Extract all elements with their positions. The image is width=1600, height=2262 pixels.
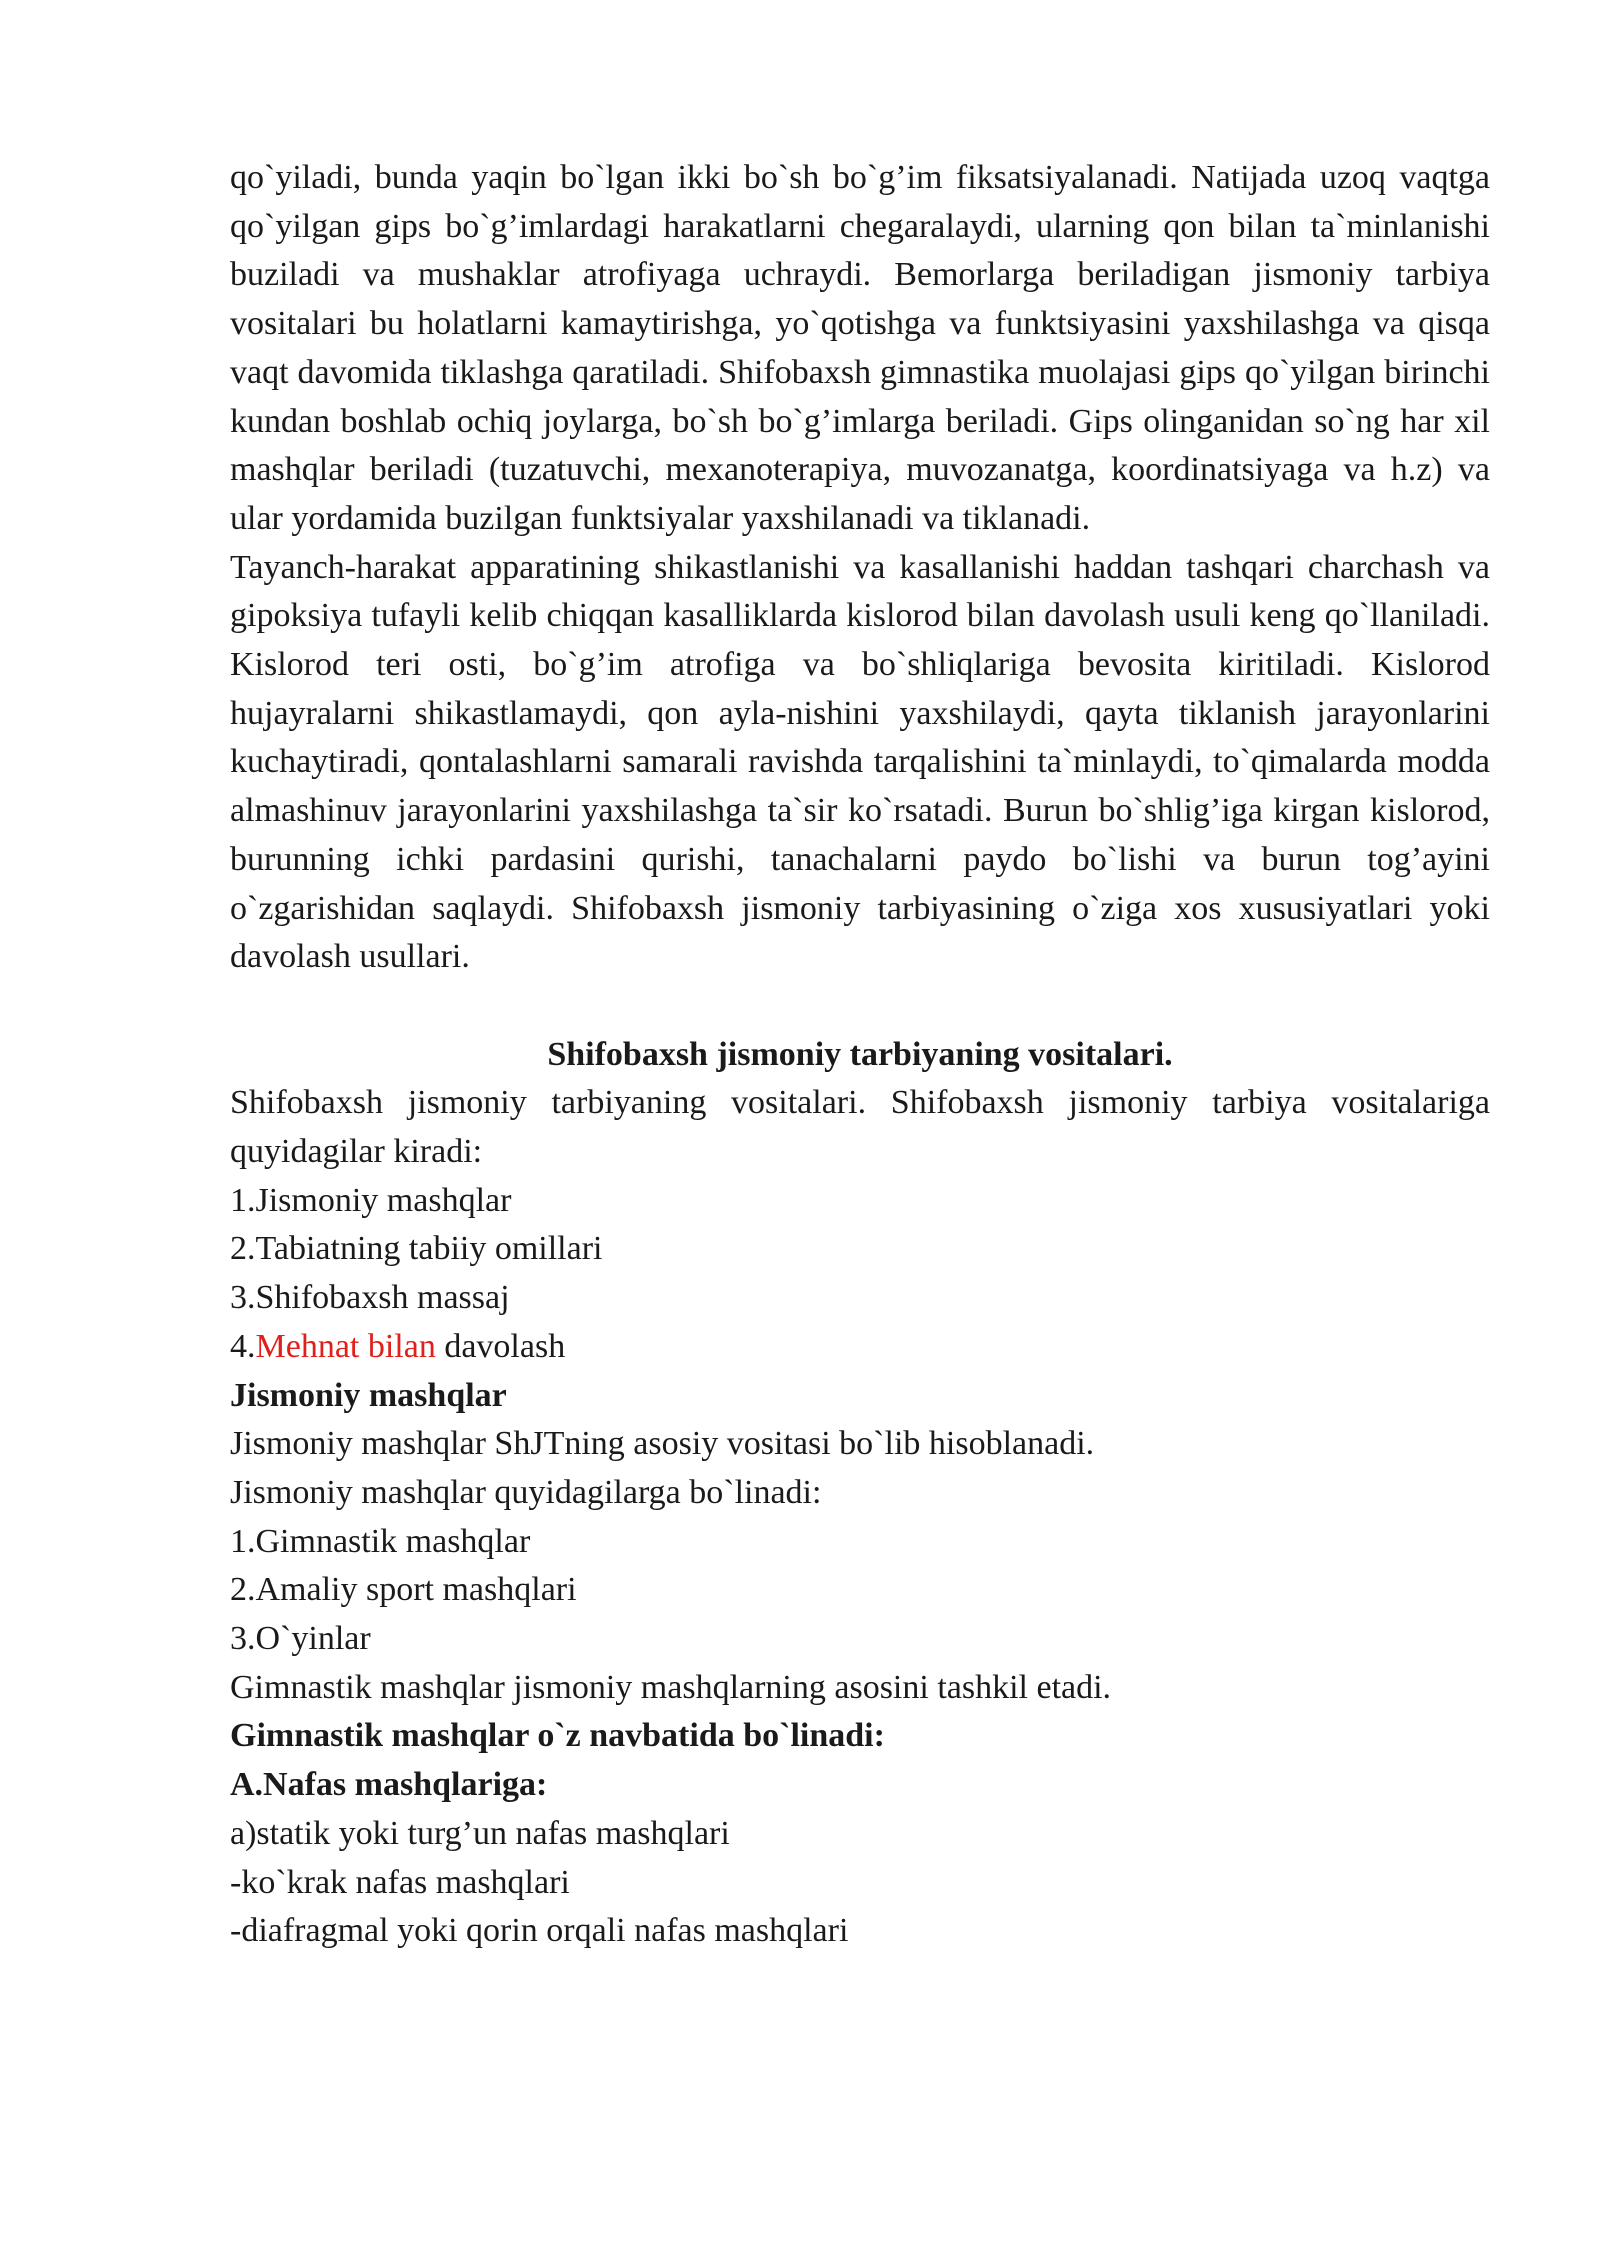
exercises-line-3: Gimnastik mashqlar jismoniy mashqlarning asosini tashkil etadi. bbox=[230, 1668, 1112, 1706]
means-list-item-4-highlight: Mehnat bilan bbox=[255, 1327, 436, 1365]
means-list-item-4 bbox=[230, 1323, 1490, 1372]
paragraph-gips-rehabilitation: qo`yiladi, bunda yaqin bo`lgan ikki bo`sh bo`g’im fiksatsiyalanadi. Natijada uzoq vaqtga qo`yilgan gips bo`g’imlardagi harakatlarni chegaralaydi, ularning qon bilan ta`minlanishi buziladi va mushaklar atrofiyaga uchraydi. Bemorlarga beriladigan jismoniy tarbiya vositalari bu holatlarni kamaytirishga, yo`qotishga va funktsiyasini yaxshilashga va qisqa vaqt davomida tiklashga qaratiladi. Shifobaxsh gimnastika muolajasi gips qo`yilgan birinchi kundan boshlab ochiq joylarga, bo`sh bo`g’imlarga beriladi. Gips olinganidan so`ng har xil mashqlar beriladi (tuzatuvchi, mexanoterapiya, muvozanatga, koordinatsiyaga va h.z) va ular yordamida buzilgan funktsiyalar yaxshilanadi va tiklanadi. bbox=[230, 159, 1490, 537]
document-body bbox=[230, 154, 1490, 1956]
means-list-item-2: 2.Tabiatning tabiiy omillari bbox=[230, 1230, 603, 1268]
exercises-list-item-2: 2.Amaliy sport mashqlari bbox=[230, 1571, 577, 1609]
blank-line bbox=[230, 982, 1490, 1031]
section-heading: Shifobaxsh jismoniy tarbiyaning vositalari. bbox=[547, 1035, 1173, 1073]
means-list-item-3: 3.Shifobaxsh massaj bbox=[230, 1279, 510, 1317]
paragraph-means-intro: Shifobaxsh jismoniy tarbiyaning vositalari. Shifobaxsh jismoniy tarbiya vositalariga quyidagilar kiradi: bbox=[230, 1084, 1490, 1171]
exercises-list-item-3: 3.O`yinlar bbox=[230, 1620, 371, 1658]
exercises-list-item-1: 1.Gimnastik mashqlar bbox=[230, 1522, 531, 1560]
means-list-item-4-number: 4. bbox=[230, 1327, 256, 1365]
exercises-line-2: Jismoniy mashqlar quyidagilarga bo`linadi: bbox=[230, 1473, 822, 1511]
breathing-line-1: a)statik yoki turg’un nafas mashqlari bbox=[230, 1814, 730, 1852]
gymnastic-heading: Gimnastik mashqlar o`z navbatida bo`linadi: bbox=[230, 1717, 885, 1755]
breathing-subheading: A.Nafas mashqlariga: bbox=[230, 1766, 548, 1804]
paragraph-oxygen-therapy: Tayanch-harakat apparatining shikastlanishi va kasallanishi haddan tashqari charchash va gipoksiya tufayli kelib chiqqan kasalliklarda kislorod bilan davolash usuli keng qo`llaniladi. Kislorod teri osti, bo`g’im atrofiga va bo`shliqlariga bevosita kiritiladi. Kislorod hujayralarni shikastlamaydi, qon ayla-nishini yaxshilaydi, qayta tiklanish jarayonlarini kuchaytiradi, qontalashlarni samarali ravishda tarqalishini ta`minlaydi, to`qimalarda modda almashinuv jarayonlarini yaxshilashga ta`sir ko`rsatadi. Burun bo`shlig’iga kirgan kislorod, burunning ichki pardasini qurishi, tanachalarni paydo bo`lishi va burun tog’ayini o`zgarishidan saqlaydi. Shifobaxsh jismoniy tarbiyasining o`ziga xos xususiyatlari yoki davolash usullari. bbox=[230, 548, 1490, 976]
means-list-item-4-rest: davolash bbox=[435, 1327, 566, 1365]
means-list-item-1: 1.Jismoniy mashqlar bbox=[230, 1181, 512, 1219]
exercises-heading: Jismoniy mashqlar bbox=[230, 1376, 507, 1414]
breathing-line-2: -ko`krak nafas mashqlari bbox=[230, 1863, 570, 1901]
breathing-line-3: -diafragmal yoki qorin orqali nafas mashqlari bbox=[230, 1912, 849, 1950]
exercises-line-1: Jismoniy mashqlar ShJTning asosiy vositasi bo`lib hisoblanadi. bbox=[230, 1425, 1095, 1463]
